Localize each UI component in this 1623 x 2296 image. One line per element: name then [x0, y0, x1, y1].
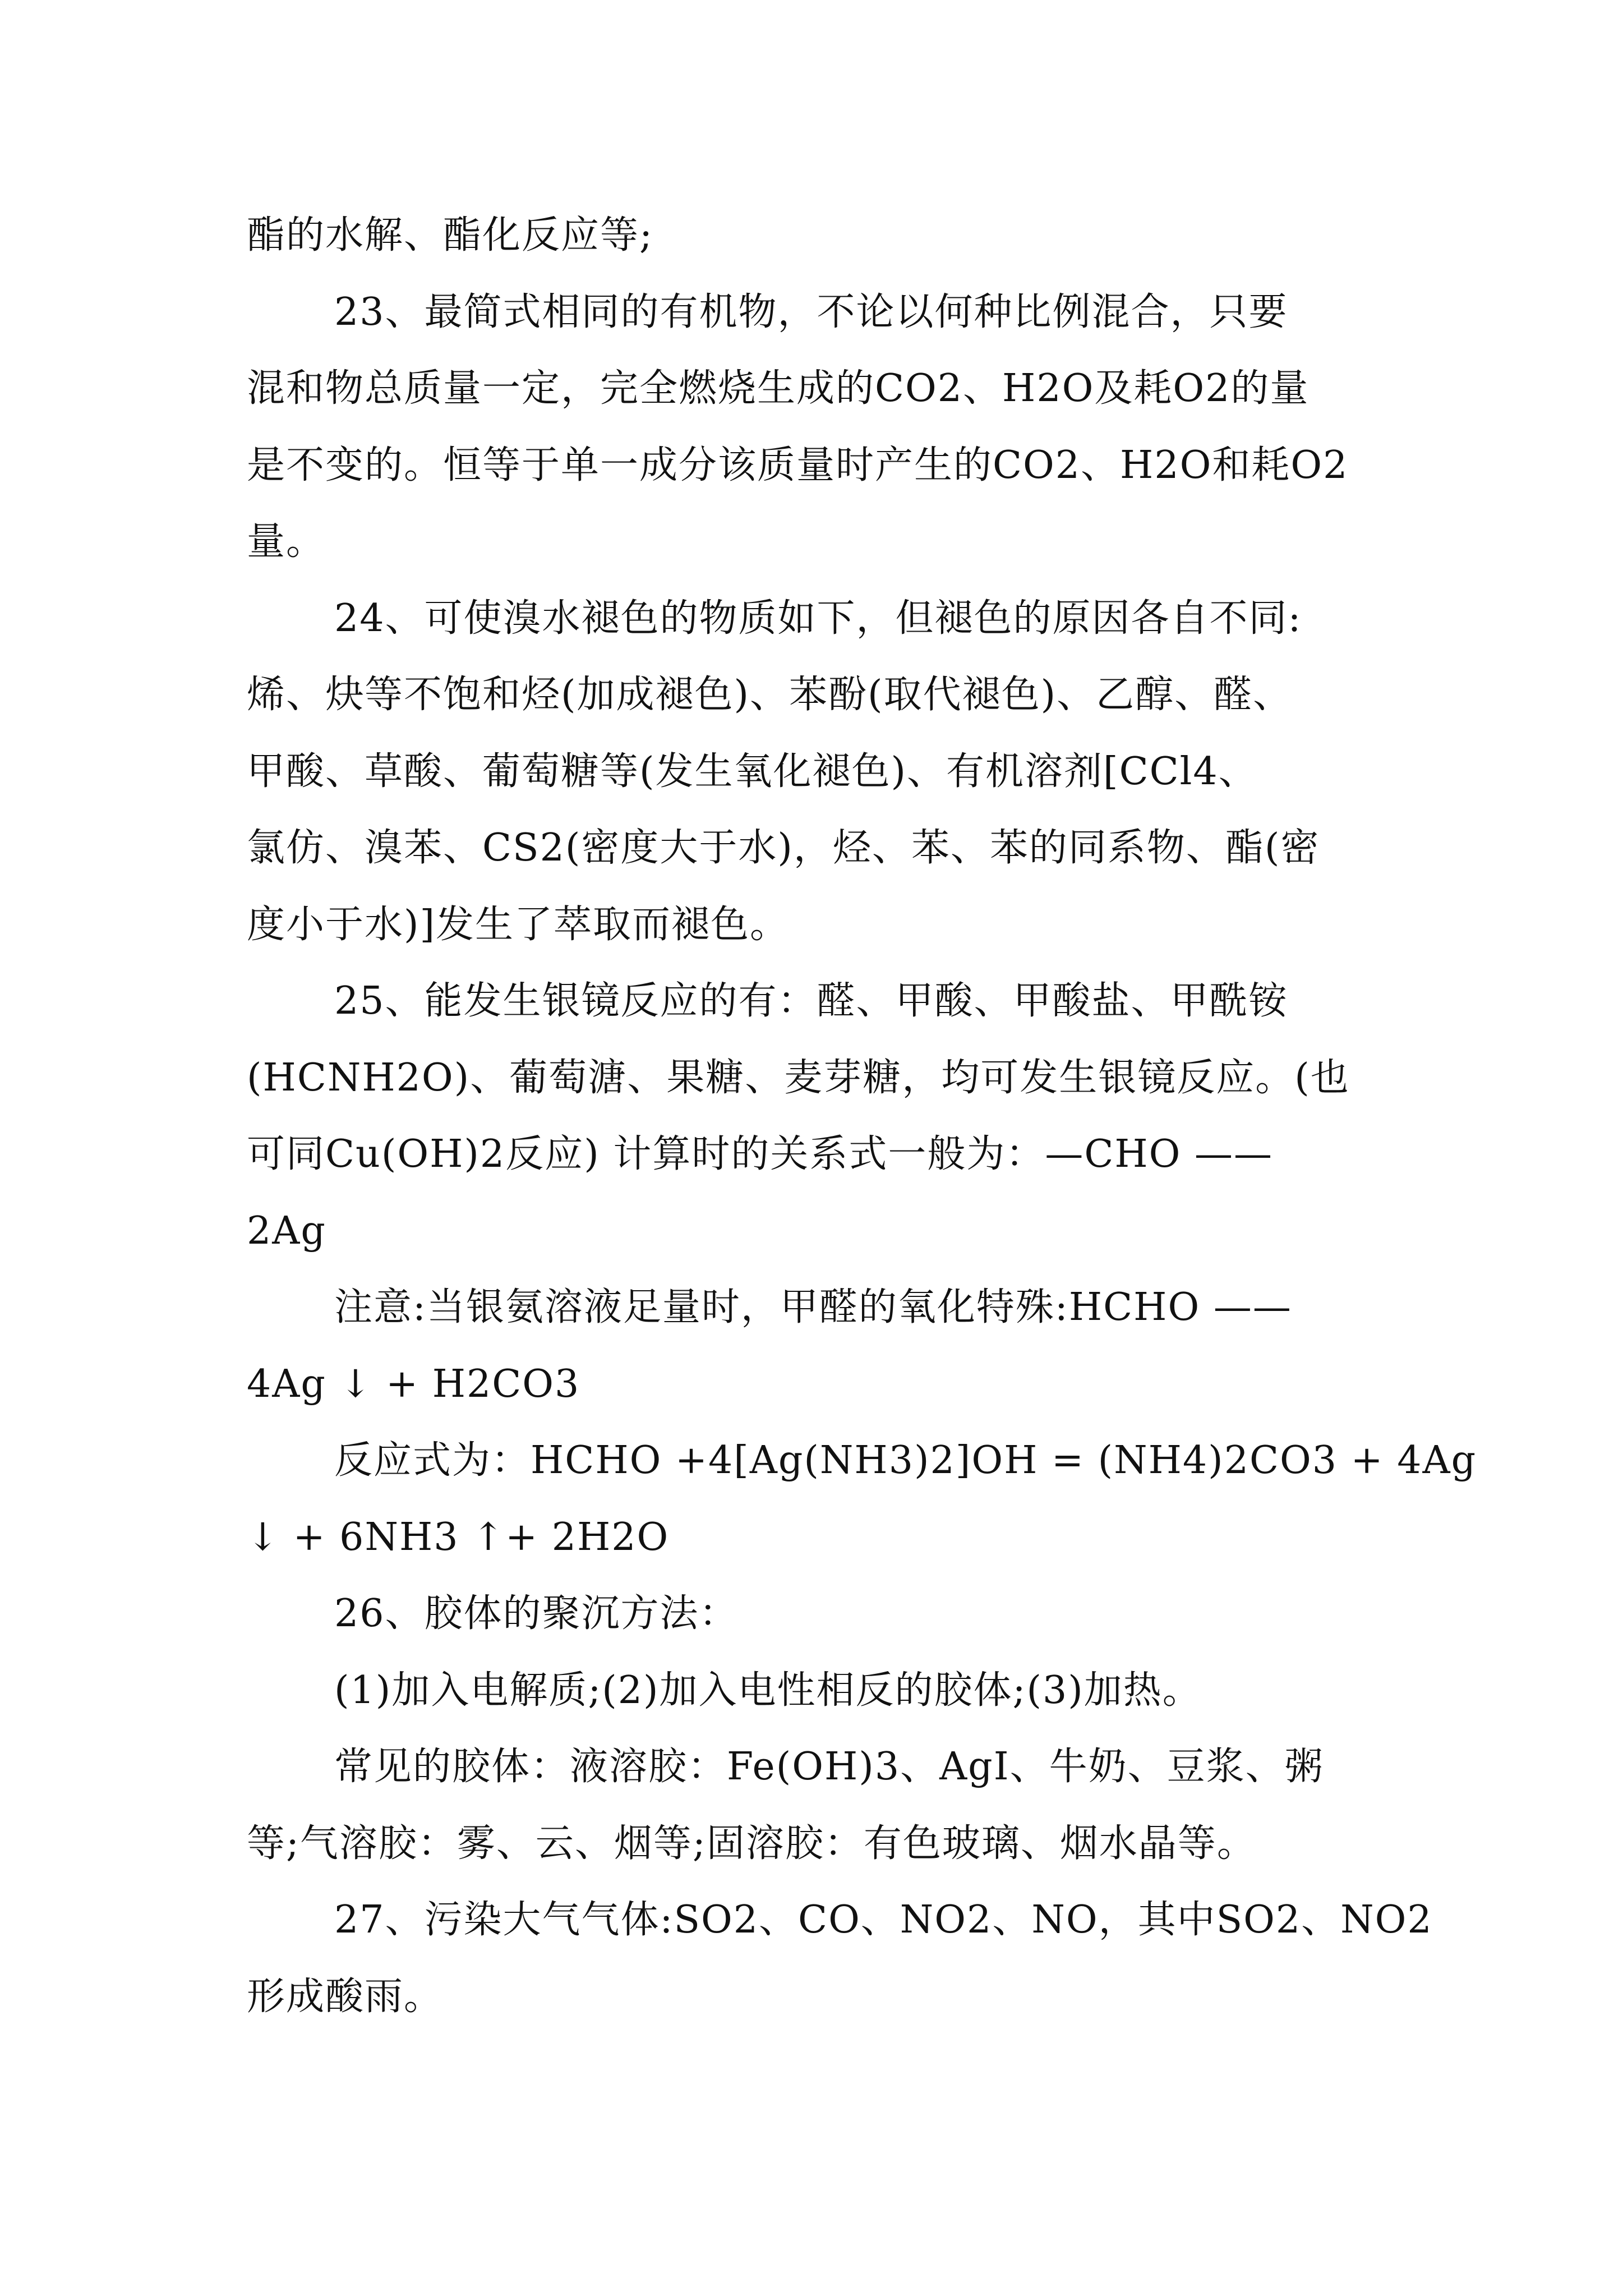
text-line: (HCNH2O)、葡萄溏、果糖、麦芽糖，均可发生银镜反应。(也	[247, 1055, 1350, 1100]
text-line: 烯、炔等不饱和烃(加成褪色)、苯酚(取代褪色)、乙醇、醛、	[247, 673, 1293, 717]
document-body	[247, 197, 1477, 2035]
text-line: 26、胶体的聚沉方法：	[334, 1591, 739, 1636]
text-line: 反应式为：HCHO +4[Ag(NH3)2]OH = (NH4)2CO3 + 4Ag	[334, 1438, 1477, 1483]
text-line: 等;气溶胶：雾、云、烟等;固溶胶：有色玻璃、烟水晶等。	[247, 1821, 1256, 1866]
text-line: 24、可使溴水褪色的物质如下，但褪色的原因各自不同:	[334, 596, 1302, 641]
text-line: 注意:当银氨溶液足量时，甲醛的氧化特殊:HCHO ——	[334, 1285, 1292, 1329]
text-line: 酯的水解、酯化反应等;	[247, 213, 653, 257]
text-line: 度小于水)]发生了萃取而褪色。	[247, 902, 790, 947]
text-line: 可同Cu(OH)2反应) 计算时的关系式一般为：—CHO ——	[247, 1132, 1274, 1176]
text-line: 混和物总质量一定，完全燃烧生成的CO2、H2O及耗O2的量	[247, 366, 1310, 411]
text-line: 氯仿、溴苯、CS2(密度大于水)，烃、苯、苯的同系物、酯(密	[247, 826, 1320, 870]
text-line: 量。	[247, 519, 326, 564]
text-line: 常见的胶体：液溶胶：Fe(OH)3、AgI、牛奶、豆浆、粥	[334, 1745, 1324, 1789]
text-line: 是不变的。恒等于单一成分该质量时产生的CO2、H2O和耗O2	[247, 443, 1349, 487]
text-line: ↓ + 6NH3 ↑+ 2H2O	[247, 1515, 670, 1559]
text-line: 27、污染大气气体:SO2、CO、NO2、NO，其中SO2、NO2	[334, 1898, 1433, 1942]
text-line: 23、最简式相同的有机物，不论以何种比例混合，只要	[334, 289, 1288, 334]
text-line: (1)加入电解质;(2)加入电性相反的胶体;(3)加热。	[334, 1668, 1202, 1713]
text-line: 形成酸雨。	[247, 1974, 444, 2019]
text-line: 4Ag ↓ + H2CO3	[247, 1361, 580, 1406]
text-line: 25、能发生银镜反应的有：醛、甲酸、甲酸盐、甲酰铵	[334, 979, 1288, 1023]
text-line: 甲酸、草酸、葡萄糖等(发生氧化褪色)、有机溶剂[CCl4、	[247, 749, 1258, 794]
text-line: 2Ag	[247, 1208, 326, 1253]
